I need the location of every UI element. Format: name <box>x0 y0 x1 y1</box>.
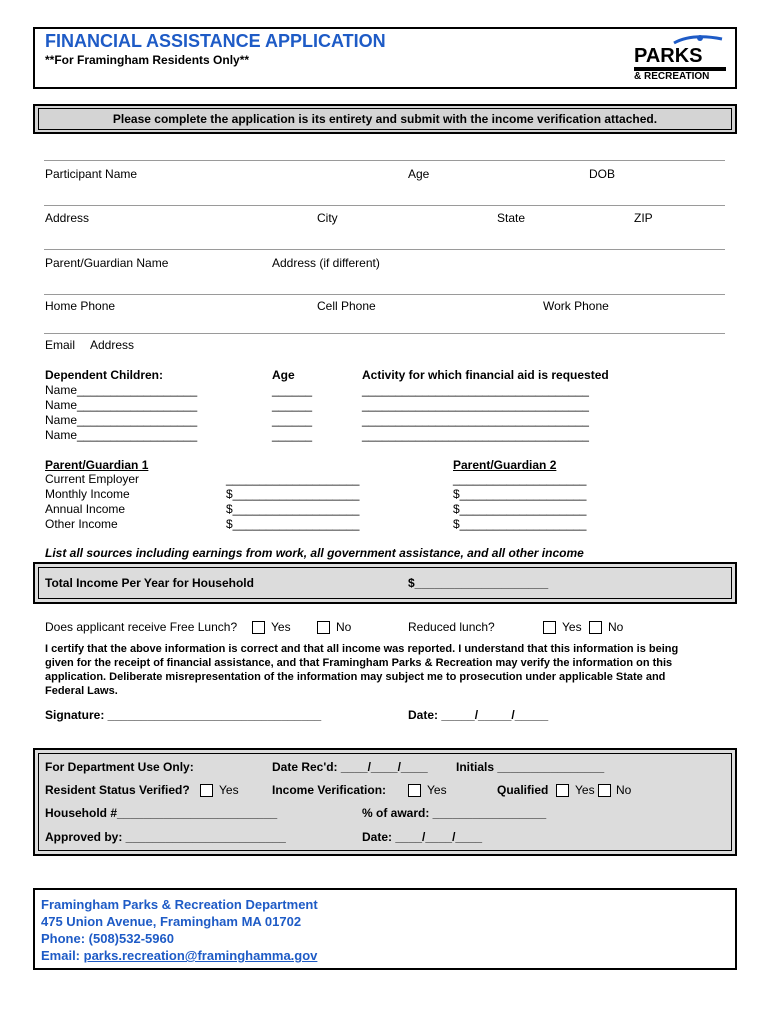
current-employer-label: Current Employer <box>45 472 140 486</box>
age-field[interactable]: Age <box>408 167 430 181</box>
work-phone-field[interactable]: Work Phone <box>543 299 609 313</box>
signature-field[interactable]: Signature: ________________________________ <box>45 708 322 722</box>
g1-other-field[interactable]: $___________________ <box>226 517 360 531</box>
dependent-age-3[interactable]: ______ <box>272 413 313 427</box>
logo-text-recreation: & RECREATION <box>634 71 710 82</box>
reduced-lunch-question: Reduced lunch? <box>408 620 495 634</box>
dependent-activity-2[interactable]: __________________________________ <box>362 398 589 412</box>
footer-address: 475 Union Avenue, Framingham MA 01702 <box>41 914 302 929</box>
reduced-lunch-yes-checkbox[interactable] <box>543 621 556 634</box>
dependent-activity-3[interactable]: __________________________________ <box>362 413 589 427</box>
initials-field[interactable]: Initials ________________ <box>456 760 605 774</box>
parks-logo <box>634 33 728 83</box>
footer-email-link[interactable]: parks.recreation@framinghamma.gov <box>83 948 318 963</box>
certify-line-1: I certify that the above information is correct and that all income was reported. I understand that this information is being <box>45 643 679 655</box>
parent-guardian-name-field[interactable]: Parent/Guardian Name <box>45 256 169 270</box>
dependent-age-4[interactable]: ______ <box>272 428 313 442</box>
address-if-different-field[interactable]: Address (if different) <box>272 256 380 270</box>
divider-5 <box>44 333 725 334</box>
dependent-activity-4[interactable]: __________________________________ <box>362 428 589 442</box>
g2-monthly-field[interactable]: $___________________ <box>453 487 587 501</box>
resident-verified-label: Resident Status Verified? <box>45 783 190 797</box>
approval-date-field[interactable]: Date: ____/____/____ <box>362 830 483 844</box>
certify-line-3: application. Deliberate misrepresentation of the information may subject me to prosecution under applicable State and <box>45 671 666 683</box>
logo-text-parks: PARKS <box>634 45 703 67</box>
g1-employer-field[interactable]: ____________________ <box>226 472 360 486</box>
reduced-lunch-yes-label: Yes <box>562 620 582 634</box>
qualified-yes-checkbox[interactable] <box>556 784 569 797</box>
guardian-1-heading: Parent/Guardian 1 <box>45 458 149 472</box>
g2-annual-field[interactable]: $___________________ <box>453 502 587 516</box>
monthly-income-label: Monthly Income <box>45 487 130 501</box>
income-note: List all sources including earnings from work, all government assistance, and all other income <box>45 546 584 560</box>
cell-phone-field[interactable]: Cell Phone <box>317 299 376 313</box>
footer-department-name: Framingham Parks & Recreation Department <box>41 897 318 912</box>
dependent-age-2[interactable]: ______ <box>272 398 313 412</box>
dependents-activity-heading: Activity for which financial aid is requested <box>362 368 609 382</box>
home-phone-field[interactable]: Home Phone <box>45 299 116 313</box>
dependent-activity-1[interactable]: __________________________________ <box>362 383 589 397</box>
state-field[interactable]: State <box>497 211 526 225</box>
dob-field[interactable]: DOB <box>589 167 616 181</box>
household-field[interactable]: Household #________________________ <box>45 806 278 820</box>
divider-2 <box>44 205 725 206</box>
city-field[interactable]: City <box>317 211 338 225</box>
guardian-2-heading: Parent/Guardian 2 <box>453 458 557 472</box>
free-lunch-yes-label: Yes <box>271 620 291 634</box>
dependents-heading: Dependent Children: <box>45 368 164 382</box>
page-title: FINANCIAL ASSISTANCE APPLICATION <box>45 31 386 51</box>
dependent-age-1[interactable]: ______ <box>272 383 313 397</box>
income-yes-label: Yes <box>427 783 447 797</box>
email-label: Email <box>45 338 76 352</box>
total-income-field[interactable]: $____________________ <box>408 576 549 590</box>
free-lunch-no-checkbox[interactable] <box>317 621 330 634</box>
free-lunch-yes-checkbox[interactable] <box>252 621 265 634</box>
g2-other-field[interactable]: $___________________ <box>453 517 587 531</box>
award-field[interactable]: % of award: _________________ <box>362 806 547 820</box>
free-lunch-question: Does applicant receive Free Lunch? <box>45 620 238 634</box>
resident-yes-label: Yes <box>219 783 239 797</box>
department-use-label: For Department Use Only: <box>45 760 194 774</box>
instruction-text: Please complete the application is its entirety and submit with the income verification attached. <box>112 112 658 126</box>
dependents-age-heading: Age <box>272 368 295 382</box>
footer-phone: Phone: (508)532-5960 <box>41 931 174 946</box>
reduced-lunch-no-label: No <box>608 620 624 634</box>
footer-email-row <box>41 948 317 963</box>
certify-line-4: Federal Laws. <box>45 685 118 697</box>
g1-annual-field[interactable]: $___________________ <box>226 502 360 516</box>
g1-monthly-field[interactable]: $___________________ <box>226 487 360 501</box>
other-income-label: Other Income <box>45 517 118 531</box>
qualified-no-label: No <box>616 783 632 797</box>
page-subtitle: **For Framingham Residents Only** <box>45 53 250 67</box>
date-received-field[interactable]: Date Rec'd: ____/____/____ <box>272 760 428 774</box>
approved-by-field[interactable]: Approved by: ________________________ <box>45 830 286 844</box>
free-lunch-no-label: No <box>336 620 352 634</box>
participant-name-field[interactable]: Participant Name <box>45 167 138 181</box>
dependent-name-1[interactable]: Name__________________ <box>45 383 198 397</box>
zip-field[interactable]: ZIP <box>634 211 653 225</box>
divider-4 <box>44 294 725 295</box>
dependent-name-2[interactable]: Name__________________ <box>45 398 198 412</box>
certify-line-2: given for the receipt of financial assistance, and that Framingham Parks & Recreation may verify the information on this <box>45 657 673 669</box>
dependent-name-3[interactable]: Name__________________ <box>45 413 198 427</box>
qualified-yes-label: Yes <box>575 783 595 797</box>
footer-email-label: Email: <box>41 948 81 963</box>
g2-employer-field[interactable]: ____________________ <box>453 472 587 486</box>
reduced-lunch-no-checkbox[interactable] <box>589 621 602 634</box>
resident-yes-checkbox[interactable] <box>200 784 213 797</box>
email-address-field[interactable]: Address <box>90 338 135 352</box>
qualified-no-checkbox[interactable] <box>598 784 611 797</box>
dependent-name-4[interactable]: Name__________________ <box>45 428 198 442</box>
divider-3 <box>44 249 725 250</box>
income-yes-checkbox[interactable] <box>408 784 421 797</box>
income-verification-label: Income Verification: <box>272 783 387 797</box>
address-field[interactable]: Address <box>45 211 90 225</box>
qualified-label: Qualified <box>497 783 549 797</box>
signature-date-field[interactable]: Date: _____/_____/_____ <box>408 708 549 722</box>
total-income-label: Total Income Per Year for Household <box>45 576 254 590</box>
divider-1 <box>44 160 725 161</box>
annual-income-label: Annual Income <box>45 502 126 516</box>
